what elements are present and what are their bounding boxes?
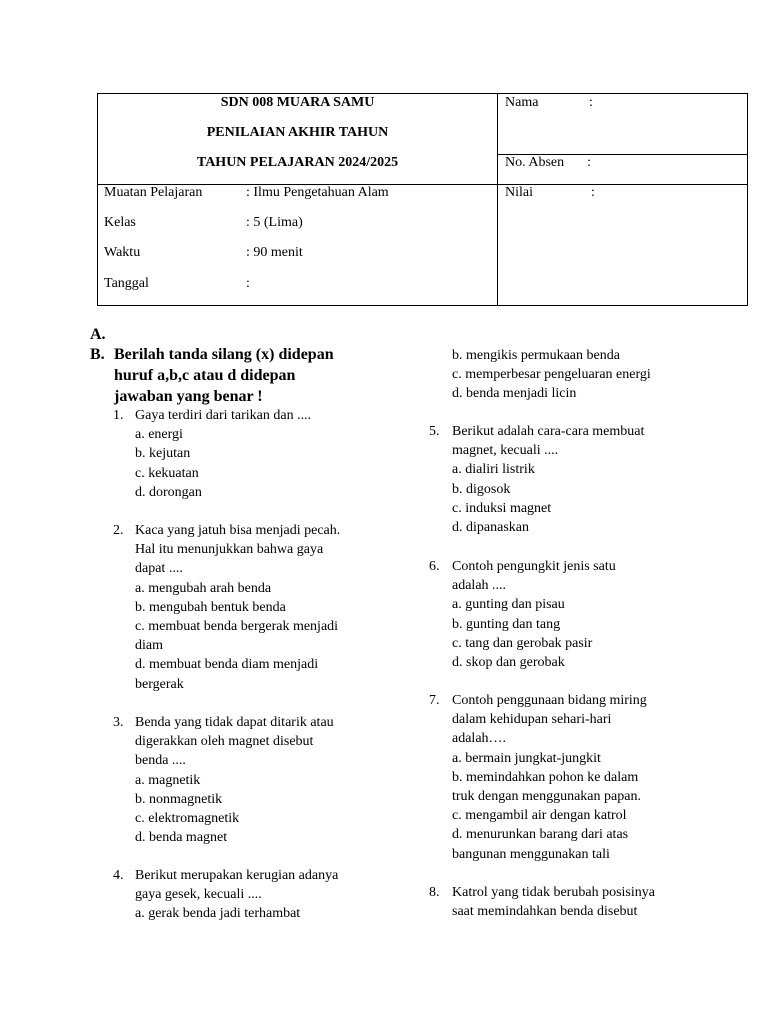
question-text: benda .... xyxy=(135,753,186,769)
answer-option: b. gunting dan tang xyxy=(452,616,561,632)
question-text: adalah…. xyxy=(452,731,507,747)
info-label: Kelas xyxy=(104,215,136,230)
question-text: Gaya terdiri dari tarikan dan .... xyxy=(135,408,312,423)
question-text: truk dengan menggunakan papan. xyxy=(452,789,641,804)
answer-option: d. benda menjadi licin xyxy=(452,386,577,402)
answer-option: c. elektromagnetik xyxy=(135,811,240,826)
question-text: digerakkan oleh magnet disebut xyxy=(135,734,314,750)
answer-option: a. mengubah arah benda xyxy=(135,580,272,596)
question-text: gaya gesek, kecuali .... xyxy=(135,887,262,903)
info-value: : Ilmu Pengetahuan Alam xyxy=(246,185,389,200)
answer-option: b. mengikis permukaan benda xyxy=(452,348,620,363)
section-b-marker: B. xyxy=(90,346,105,363)
answer-option: c. induksi magnet xyxy=(452,500,552,516)
question-text: Berikut adalah cara-cara membuat xyxy=(452,424,645,439)
table-border-right xyxy=(747,93,748,306)
question-number: 8. xyxy=(429,885,440,900)
question-text: Kaca yang jatuh bisa menjadi pecah. xyxy=(135,523,341,538)
info-label: Tanggal xyxy=(104,276,149,291)
answer-option: b. kejutan xyxy=(135,446,191,462)
question-text: Hal itu menunjukkan bahwa gaya xyxy=(135,542,324,558)
question-text: bergerak xyxy=(135,676,184,692)
school-year: TAHUN PELAJARAN 2024/2025 xyxy=(196,155,399,170)
nama-colon: : xyxy=(589,95,593,110)
instruction-line: Berilah tanda silang (x) didepan xyxy=(114,346,334,363)
answer-option: a. magnetik xyxy=(135,772,201,788)
answer-option: a. bermain jungkat-jungkit xyxy=(452,750,601,766)
answer-option: c. mengambil air dengan katrol xyxy=(452,808,627,824)
answer-option: a. gerak benda jadi terhambat xyxy=(135,906,301,922)
answer-option: d. dorongan xyxy=(135,484,202,500)
answer-option: d. skop dan gerobak xyxy=(452,655,565,670)
info-label: Muatan Pelajaran xyxy=(104,185,203,200)
info-value: : 5 (Lima) xyxy=(246,215,303,230)
info-value: : xyxy=(246,276,250,291)
question-text: adalah .... xyxy=(452,578,507,594)
info-label: Waktu xyxy=(104,245,141,260)
table-border-bottom xyxy=(97,305,748,306)
instruction-line: huruf a,b,c atau d didepan xyxy=(114,367,296,384)
answer-option: c. memperbesar pengeluaran energi xyxy=(452,367,651,383)
school-name: SDN 008 MUARA SAMU xyxy=(220,95,375,110)
question-text: dalam kehidupan sehari-hari xyxy=(452,712,612,728)
question-text: magnet, kecuali .... xyxy=(452,443,559,459)
nama-label: Nama xyxy=(505,95,539,110)
question-text: Benda yang tidak dapat ditarik atau xyxy=(135,715,334,730)
answer-option: b. digosok xyxy=(452,481,511,497)
question-text: saat memindahkan benda disebut xyxy=(452,904,638,920)
question-text: Contoh penggunaan bidang miring xyxy=(452,693,647,708)
answer-option: c. membuat benda bergerak menjadi xyxy=(135,619,339,634)
nilai-label: Nilai xyxy=(505,185,533,200)
answer-option: b. nonmagnetik xyxy=(135,791,223,807)
instruction-line: jawaban yang benar ! xyxy=(114,388,263,405)
question-text: Berikut merupakan kerugian adanya xyxy=(135,868,339,883)
question-number: 7. xyxy=(429,693,440,708)
question-number: 4. xyxy=(113,868,124,883)
answer-option: d. benda magnet xyxy=(135,830,228,846)
absen-label: No. Absen xyxy=(505,155,565,170)
exam-title: PENILAIAN AKHIR TAHUN xyxy=(206,125,389,140)
question-number: 1. xyxy=(113,408,124,423)
answer-option: d. dipanaskan xyxy=(452,520,529,535)
answer-option: c. kekuatan xyxy=(135,465,199,481)
answer-option: a. gunting dan pisau xyxy=(452,597,565,613)
answer-option: b. memindahkan pohon ke dalam xyxy=(452,769,639,785)
absen-colon: : xyxy=(587,155,591,170)
question-text: diam xyxy=(135,638,163,654)
info-value: : 90 menit xyxy=(246,245,303,260)
question-text: bangunan menggunakan tali xyxy=(452,846,610,862)
answer-option: b. mengubah bentuk benda xyxy=(135,599,286,615)
question-number: 2. xyxy=(113,523,124,538)
question-text: Katrol yang tidak berubah posisinya xyxy=(452,885,655,900)
answer-option: a. energi xyxy=(135,427,183,443)
question-number: 5. xyxy=(429,424,440,439)
question-text: dapat .... xyxy=(135,561,183,577)
table-border-top xyxy=(97,93,748,94)
answer-option: a. dialiri listrik xyxy=(452,462,535,478)
answer-option: d. menurunkan barang dari atas xyxy=(452,827,629,843)
nilai-colon: : xyxy=(591,185,595,200)
section-a-marker: A. xyxy=(90,326,106,343)
table-divider-vertical xyxy=(497,93,498,306)
question-text: Contoh pengungkit jenis satu xyxy=(452,559,616,574)
answer-option: d. membuat benda diam menjadi xyxy=(135,657,319,673)
question-number: 6. xyxy=(429,559,440,574)
question-number: 3. xyxy=(113,715,124,730)
answer-option: c. tang dan gerobak pasir xyxy=(452,635,593,651)
